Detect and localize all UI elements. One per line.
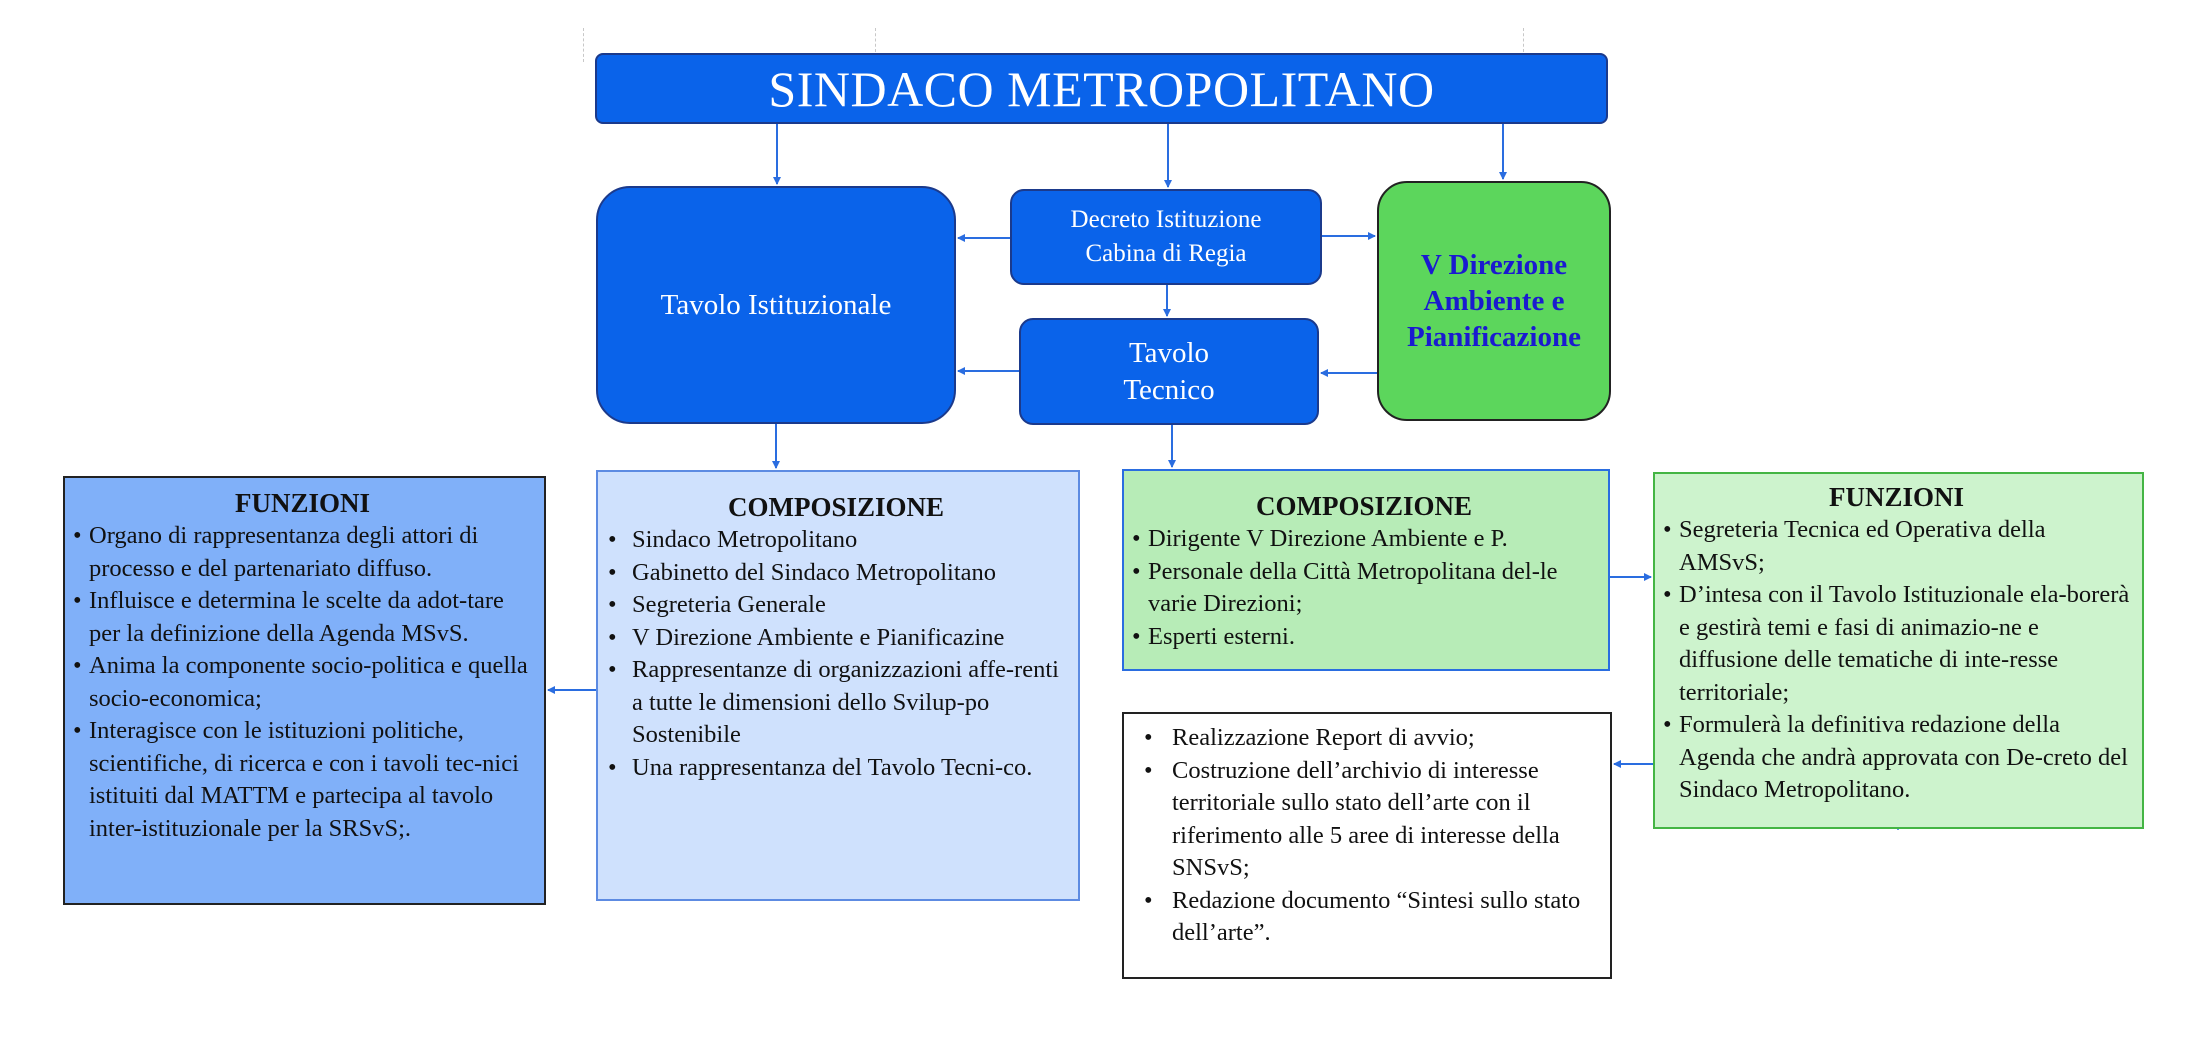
tavolo-istituzionale-label: Tavolo Istituzionale xyxy=(660,288,892,321)
list-item: • Anima la componente socio-politica e quella socio-economica; xyxy=(71,650,534,715)
tavolo-tecnico-line1: Tavolo xyxy=(1128,336,1210,369)
composizione-left-panel xyxy=(596,470,1080,901)
list-item: • Organo di rappresentanza degli attori di processo e del partenariato diffuso. xyxy=(71,520,534,585)
decreto-line1: Decreto Istituzione xyxy=(1070,206,1262,233)
tavolo-tecnico-line2: Tecnico xyxy=(1123,373,1215,406)
v-direzione-box xyxy=(1377,181,1611,421)
funzioni-left-list xyxy=(71,520,534,845)
list-item: • V Direzione Ambiente e Pianificazine xyxy=(606,622,1066,655)
tavolo-tecnico-box xyxy=(1019,318,1319,425)
list-item: • Sindaco Metropolitano xyxy=(606,524,1066,557)
sindaco-title: SINDACO METROPOLITANO xyxy=(768,60,1435,117)
composizione-left-title: COMPOSIZIONE xyxy=(727,492,945,522)
composizione-right-list xyxy=(1130,523,1598,653)
list-item: • Realizzazione Report di avvio; xyxy=(1138,722,1600,755)
decreto-line2: Cabina di Regia xyxy=(1085,240,1247,267)
list-item: • D’intesa con il Tavolo Istituzionale ela-borerà e gestirà temi e fasi di animazio-ne e diffusione delle tematiche di inte-resse territoriale; xyxy=(1661,579,2132,709)
sindaco-metropolitano-box xyxy=(595,53,1608,124)
funzioni-right-panel xyxy=(1653,472,2144,829)
funzioni-left-panel xyxy=(63,476,546,905)
list-item: • Redazione documento “Sintesi sullo stato dell’arte”. xyxy=(1138,885,1600,950)
funzioni-right-list xyxy=(1661,514,2132,807)
list-item: • Una rappresentanza del Tavolo Tecni-co. xyxy=(606,752,1066,785)
v-direzione-line1: V Direzione xyxy=(1420,249,1568,281)
funzioni-left-title: FUNZIONI xyxy=(234,488,370,518)
list-item: • Rappresentanze di organizzazioni affe-renti a tutte le dimensioni dello Svilup-po Sostenibile xyxy=(606,654,1066,752)
tavolo-istituzionale-box xyxy=(596,186,956,424)
v-direzione-line2: Ambiente e xyxy=(1423,285,1565,317)
list-item: • Dirigente V Direzione Ambiente e P. xyxy=(1130,523,1598,556)
tasks-panel xyxy=(1122,712,1612,979)
composizione-left-list xyxy=(606,524,1066,784)
list-item: • Segreteria Tecnica ed Operativa della AMSvS; xyxy=(1661,514,2132,579)
composizione-right-panel xyxy=(1122,469,1610,671)
list-item: • Interagisce con le istituzioni politiche, scientifiche, di ricerca e con i tavoli tec-nici istituiti dal MATTM e partecipa al tavolo inter-istituzionale per la SRSvS;. xyxy=(71,715,534,845)
list-item: • Gabinetto del Sindaco Metropolitano xyxy=(606,557,1066,590)
list-item: • Costruzione dell’archivio di interesse territoriale sullo stato dell’arte con il riferimento alle 5 aree di interesse della SNSvS; xyxy=(1138,755,1600,885)
funzioni-right-title: FUNZIONI xyxy=(1828,482,1964,512)
list-item: • Personale della Città Metropolitana del-le varie Direzioni; xyxy=(1130,556,1598,621)
list-item: • Influisce e determina le scelte da adot-tare per la definizione della Agenda MSvS. xyxy=(71,585,534,650)
v-direzione-line3: Pianificazione xyxy=(1407,321,1581,353)
list-item: • Formulerà la definitiva redazione della Agenda che andrà approvata con De-creto del Sindaco Metropolitano. xyxy=(1661,709,2132,807)
list-item: • Esperti esterni. xyxy=(1130,621,1598,654)
composizione-right-title: COMPOSIZIONE xyxy=(1255,491,1473,521)
tasks-list xyxy=(1138,722,1600,950)
list-item: • Segreteria Generale xyxy=(606,589,1066,622)
decreto-box xyxy=(1010,189,1322,285)
